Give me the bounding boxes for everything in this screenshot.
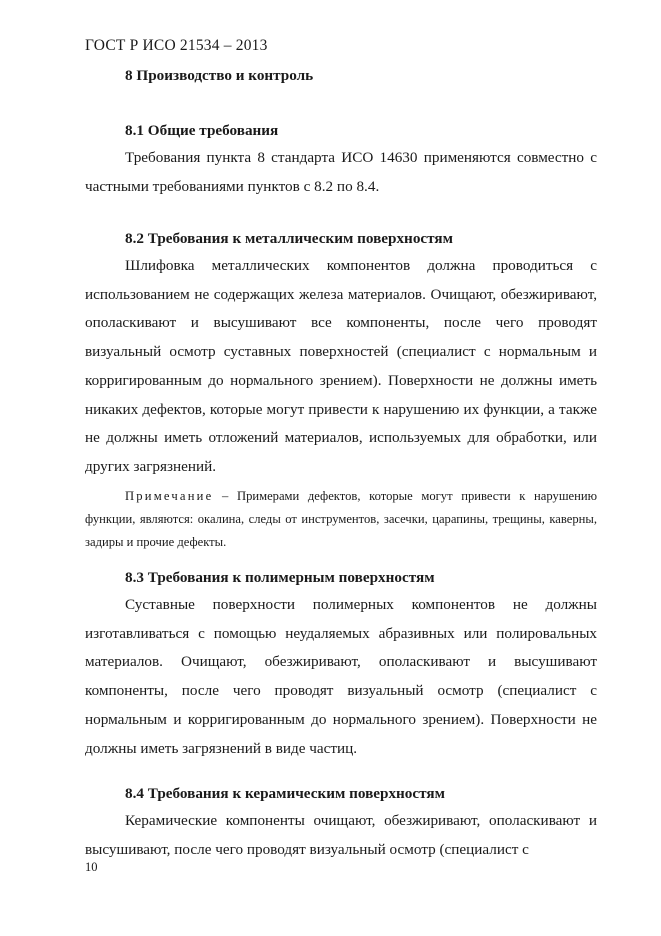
section-8-3-text: Суставные поверхности полимерных компонентов не должны изготавливаться с помощью неудаляемых абразивных или полировальных материалов. Очищают, обезжиривают, ополаскивают и высушивают компоненты, после чего проводят визуальный осмотр (специалист с нормальным и корригированным до нормального зрением). Поверхности не должны иметь загрязнений в виде частиц. — [85, 596, 597, 757]
section-8-3 — [85, 565, 597, 763]
section-8-heading: 8 Производство и контроль — [125, 67, 314, 84]
section-8-heading-block — [85, 63, 597, 89]
section-8-1-heading: 8.1 Общие требования — [125, 122, 279, 139]
section-8-2-text: Шлифовка металлических компонентов должна проводиться с использованием не содержащих железа материалов. Очищают, обезжиривают, ополаскивают и высушивают все компоненты, после чего проводят визуальный осмотр суставных поверхностей (специалист с нормальным и корригированным до нормального зрением). Поверхности не должны иметь никаких дефектов, которые могут привести к нарушению их функции, а также не должны иметь отложений материалов, используемых для обработки, или других загрязнений. — [85, 257, 597, 475]
section-8-2-heading: 8.2 Требования к металлическим поверхностям — [125, 230, 453, 247]
section-8-1 — [85, 118, 597, 201]
section-8-4-text: Керамические компоненты очищают, обезжиривают, ополаскивают и высушивают, после чего проводят визуальный осмотр (специалист с — [85, 812, 597, 858]
note-label: Примечание — [125, 488, 214, 503]
note-dash: – — [213, 488, 237, 503]
section-8-1-text: Требования пункта 8 стандарта ИСО 14630 применяются совместно с частными требованиями пунктов с 8.2 по 8.4. — [85, 149, 597, 195]
section-8-4-heading: 8.4 Требования к керамическим поверхностям — [125, 785, 445, 802]
document-code: ГОСТ Р ИСО 21534 – 2013 — [85, 37, 268, 54]
section-8-2 — [85, 226, 597, 554]
section-8-3-heading: 8.3 Требования к полимерным поверхностям — [125, 569, 435, 586]
note-text: Примерами дефектов, которые могут привести к нарушению функции, являются: окалина, следы от инструментов, засечки, царапины, трещины, каверны, задиры и прочие дефекты. — [85, 488, 597, 549]
page-number: 10 — [85, 860, 98, 874]
section-8-4 — [85, 781, 597, 864]
section-8-2-note — [85, 485, 597, 554]
